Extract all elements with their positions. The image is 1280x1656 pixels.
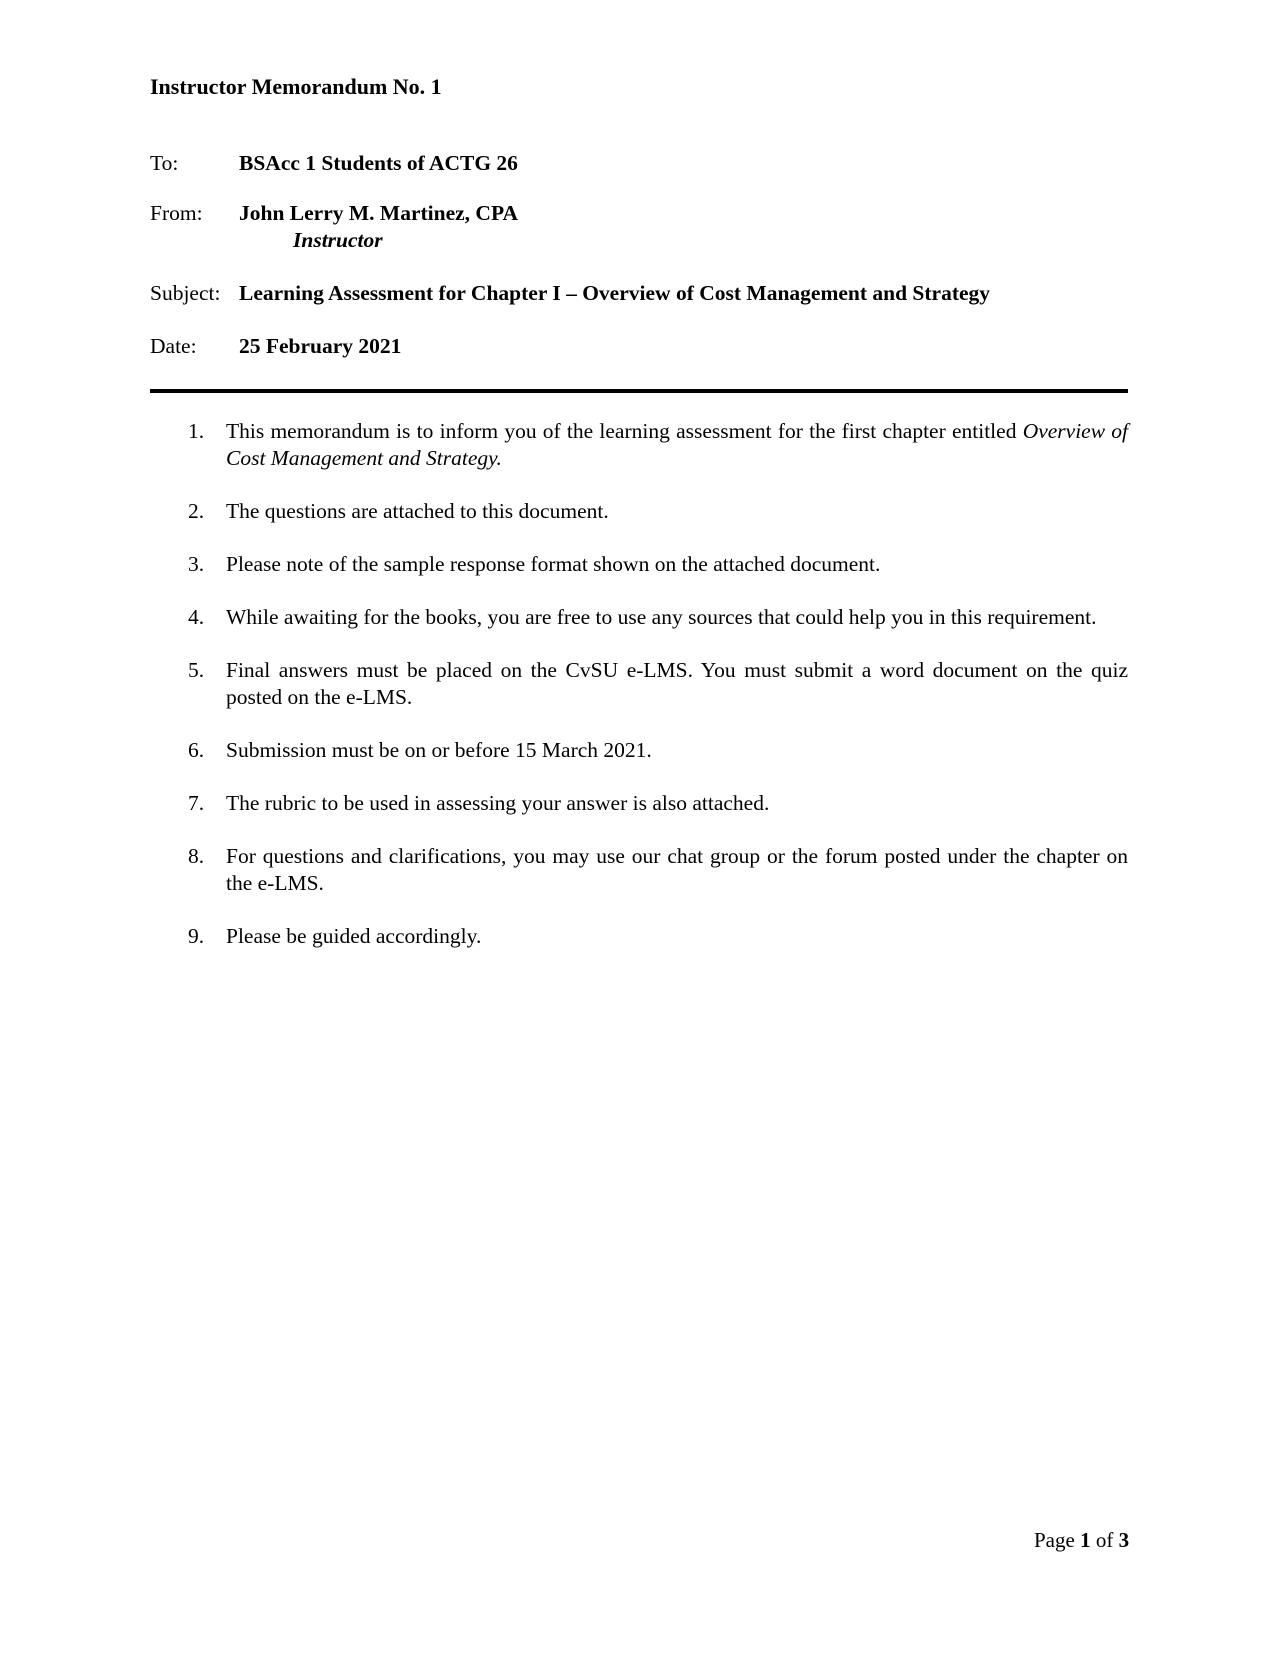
date-value: 25 February 2021 <box>239 334 402 358</box>
item-number: 9. <box>188 924 205 948</box>
list-item <box>150 551 1128 578</box>
item-number: 4. <box>188 605 205 629</box>
page-number-footer <box>1034 1528 1129 1553</box>
list-item <box>150 418 1128 472</box>
item-number: 7. <box>188 791 205 815</box>
item-body: This memorandum is to inform you of the learning assessment for the first chapter entitled <box>226 419 1017 443</box>
item-text: The rubric to be used in assessing your answer is also attached. <box>226 791 770 815</box>
item-text: Final answers must be placed on the CvSU e-LMS. You must submit a word document on the quiz posted on the e-LMS. <box>226 658 1128 709</box>
list-item <box>150 604 1128 631</box>
item-text: Submission must be on or before 15 March 2021. <box>226 738 652 762</box>
item-text <box>226 418 1128 472</box>
from-value: John Lerry M. Martinez, CPA <box>239 201 519 225</box>
item-text: Please be guided accordingly. <box>226 924 482 948</box>
item-number: 3. <box>188 552 205 576</box>
item-emphasis: Overview of Cost Management and Strategy. <box>226 419 1129 470</box>
item-number: 1. <box>188 419 205 443</box>
item-number: 5. <box>188 658 205 682</box>
of-word: of <box>1095 1528 1114 1552</box>
item-number: 8. <box>188 844 205 868</box>
item-text: Please note of the sample response format shown on the attached document. <box>226 552 881 576</box>
list-item <box>150 498 1128 525</box>
memo-item-list <box>150 418 1128 976</box>
from-role: Instructor <box>293 228 383 252</box>
total-page-count: 3 <box>1118 1528 1130 1552</box>
item-number: 2. <box>188 499 205 523</box>
memo-title: Instructor Memorandum No. 1 <box>150 74 442 99</box>
item-text: For questions and clarifications, you may use our chat group or the forum posted under the chapter on the e-LMS. <box>226 844 1128 895</box>
current-page-number: 1 <box>1080 1528 1091 1552</box>
page-word: Page <box>1034 1528 1075 1552</box>
list-item <box>150 923 1128 950</box>
list-item <box>150 843 1128 897</box>
date-label: Date: <box>150 334 197 358</box>
to-label: To: <box>150 151 179 175</box>
to-value: BSAcc 1 Students of ACTG 26 <box>239 151 518 175</box>
subject-label: Subject: <box>150 281 221 305</box>
list-item <box>150 737 1128 764</box>
item-number: 6. <box>188 738 205 762</box>
list-item <box>150 657 1128 711</box>
item-text: While awaiting for the books, you are free to use any sources that could help you in this requirement. <box>226 605 1097 629</box>
subject-value: Learning Assessment for Chapter I – Overview of Cost Management and Strategy <box>239 281 991 305</box>
item-text: The questions are attached to this document. <box>226 499 609 523</box>
list-item <box>150 790 1128 817</box>
from-label: From: <box>150 201 203 225</box>
header-divider <box>150 389 1128 393</box>
